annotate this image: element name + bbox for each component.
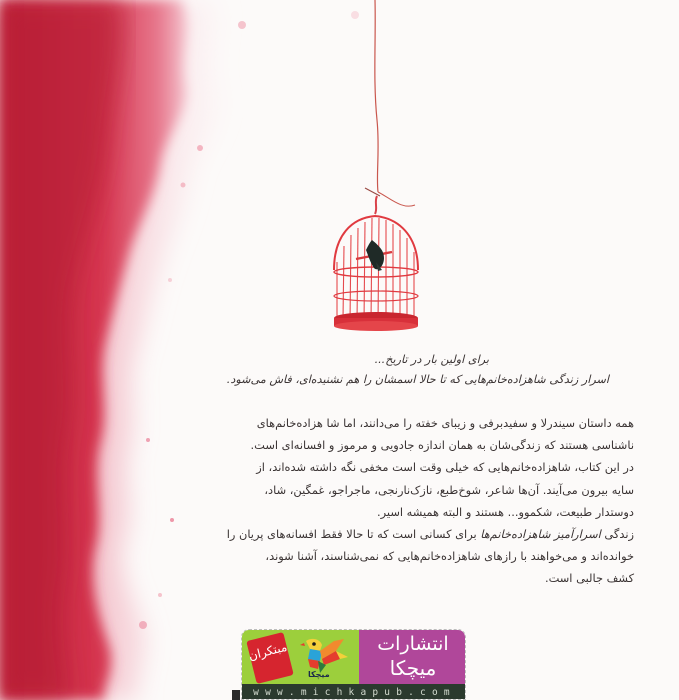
- publisher-logo-green-panel: [242, 630, 359, 684]
- tagline: [149, 350, 609, 390]
- blurb-line: کشف جالبی است.: [544, 571, 634, 586]
- blurb-line: ناشناسی هستند که زندگی‌شان به همان اندازه جادویی و مرموز و افسانه‌ای است.: [250, 438, 634, 453]
- blurb-paragraph: [164, 412, 634, 590]
- blurb-line: سایه بیرون می‌آیند. آن‌ها شاعر، شوخ‌طبع، نازک‌نارنجی، ماجراجو، غمگین، شاد،: [264, 482, 634, 497]
- book-title-italic: اسرارآمیز شاهزاده‌خانم‌ها: [480, 527, 601, 542]
- tagline-line-1: برای اولین بار در تاریخ...: [374, 353, 489, 366]
- mobtakeran-imprint-logo: [246, 632, 294, 684]
- tagline-line-2: اسرار زندگی شاهزاده‌خانم‌هایی که تا حالا اسمشان را هم نشنیده‌ای، فاش می‌شود.: [226, 373, 609, 386]
- blurb-line-end: برای کسانی است که تا حالا فقط افسانه‌های پریان را: [226, 527, 481, 542]
- blurb-line: دوستدار طبیعت، شکموو... هستند و البته همیشه اسیر.: [377, 504, 634, 519]
- blurb-line-with-title: [164, 523, 634, 545]
- imprint-label: مبتکران: [247, 639, 289, 663]
- blurb-line: خوانده‌اند و می‌خواهند با رازهای شاهزاده‌خانم‌هایی که نمی‌شناسند، آشنا شوند،: [265, 549, 634, 564]
- publisher-name-line-2: میچکا: [389, 656, 437, 680]
- publisher-logo: [241, 629, 466, 700]
- publisher-website: www.michkapub.com: [242, 684, 466, 700]
- publisher-name-panel: [359, 630, 466, 684]
- birdcage-illustration: [320, 0, 430, 340]
- publisher-name-line-1: انتشارات: [377, 633, 449, 655]
- michka-bird-label: میچکا: [308, 670, 330, 679]
- barcode-edge: [232, 690, 240, 700]
- blurb-line-start: زندگی: [600, 527, 634, 542]
- blurb-line: در این کتاب، شاهزاده‌خانم‌هایی که خیلی وقت است مخفی نگه داشته شده‌اند، از: [256, 460, 634, 475]
- blurb-line: همه داستان سیندرلا و سفیدبرفی و زیبای خفته را می‌دانند، اما شا هزاده‌خانم‌های: [256, 416, 634, 430]
